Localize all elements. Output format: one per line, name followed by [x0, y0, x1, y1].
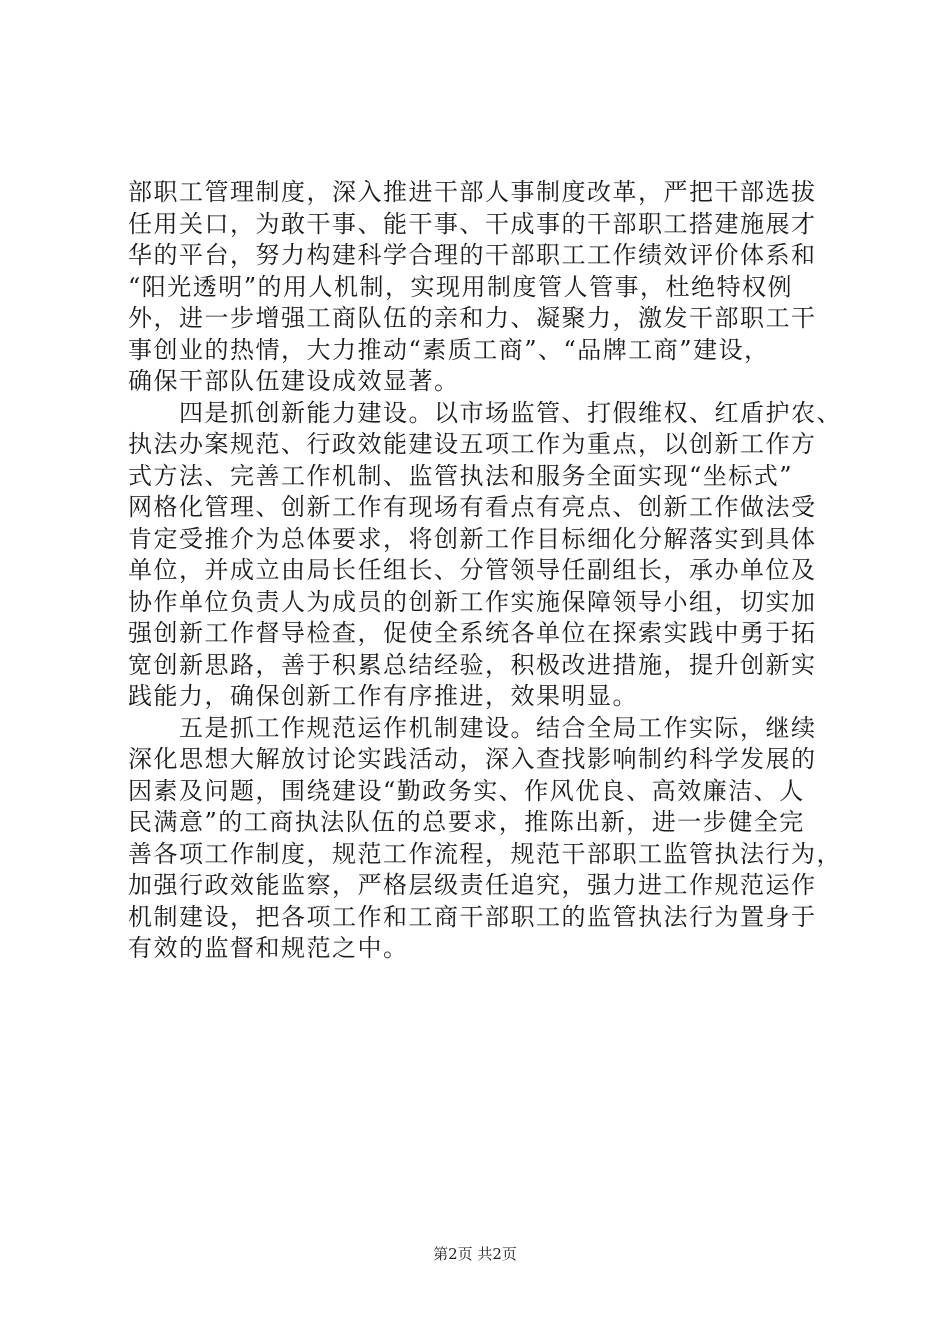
text-line: 机制建设，把各项工作和工商干部职工的监管执法行为置身于	[128, 902, 817, 931]
body-text	[128, 177, 842, 965]
text-line: 五是抓工作规范运作机制建设。结合全局工作实际，继续	[128, 713, 817, 742]
page-footer	[0, 1244, 950, 1264]
text-line: 协作单位负责人为成员的创新工作实施保障领导小组，切实加	[128, 587, 817, 616]
text-line: 确保干部队伍建设成效显著。	[128, 367, 460, 395]
text-line: 四是抓创新能力建设。以市场监管、打假维权、红盾护农、	[128, 398, 842, 427]
text-line: 因素及问题，围绕建设“勤政务实、作风优良、高效廉洁、人	[128, 776, 805, 805]
text-line: 民满意”的工商执法队伍的总要求，推陈出新，进一步健全完	[128, 808, 805, 836]
text-line: 任用关口，为敢干事、能干事、干成事的干部职工搭建施展才	[128, 209, 817, 238]
text-line: 式方法、完善工作机制、监管执法和服务全面实现“坐标式”	[128, 461, 794, 490]
text-line: 部职工管理制度，深入推进干部人事制度改革，严把干部选拔	[128, 178, 817, 206]
text-line: 有效的监督和规范之中。	[128, 934, 409, 962]
text-line: 华的平台，努力构建科学合理的干部职工工作绩效评价体系和	[128, 241, 817, 269]
text-line: 执法办案规范、行政效能建设五项工作为重点，以创新工作方	[128, 430, 817, 458]
text-line: 践能力，确保创新工作有序推进，效果明显。	[128, 682, 638, 710]
text-line: 宽创新思路，善于积累总结经验，积极改进措施，提升创新实	[128, 650, 817, 679]
text-line: 外，进一步增强工商队伍的亲和力、凝聚力，激发干部职工干	[128, 304, 817, 332]
text-line: 网格化管理、创新工作有现场有看点有亮点、创新工作做法受	[128, 493, 817, 521]
text-line: 单位，并成立由局长任组长、分管领导任副组长，承办单位及	[128, 556, 817, 584]
text-line: 加强行政效能监察，严格层级责任追究，强力进工作规范运作	[128, 871, 817, 899]
text-line: 事创业的热情，大力推动“素质工商”、“品牌工商”建设，	[128, 335, 770, 364]
text-line: 肯定受推介为总体要求，将创新工作目标细化分解落实到具体	[128, 524, 817, 553]
text-line: 深化思想大解放讨论实践活动，深入查找影响制约科学发展的	[128, 745, 817, 773]
page-number: 第2页 共2页	[433, 1245, 517, 1263]
text-line: “阳光透明”的用人机制，实现用制度管人管事，杜绝特权例	[128, 272, 794, 301]
text-line: 强创新工作督导检查，促使全系统各单位在探索实践中勇于拓	[128, 619, 817, 647]
text-line: 善各项工作制度，规范工作流程，规范干部职工监管执法行为，	[128, 839, 842, 868]
